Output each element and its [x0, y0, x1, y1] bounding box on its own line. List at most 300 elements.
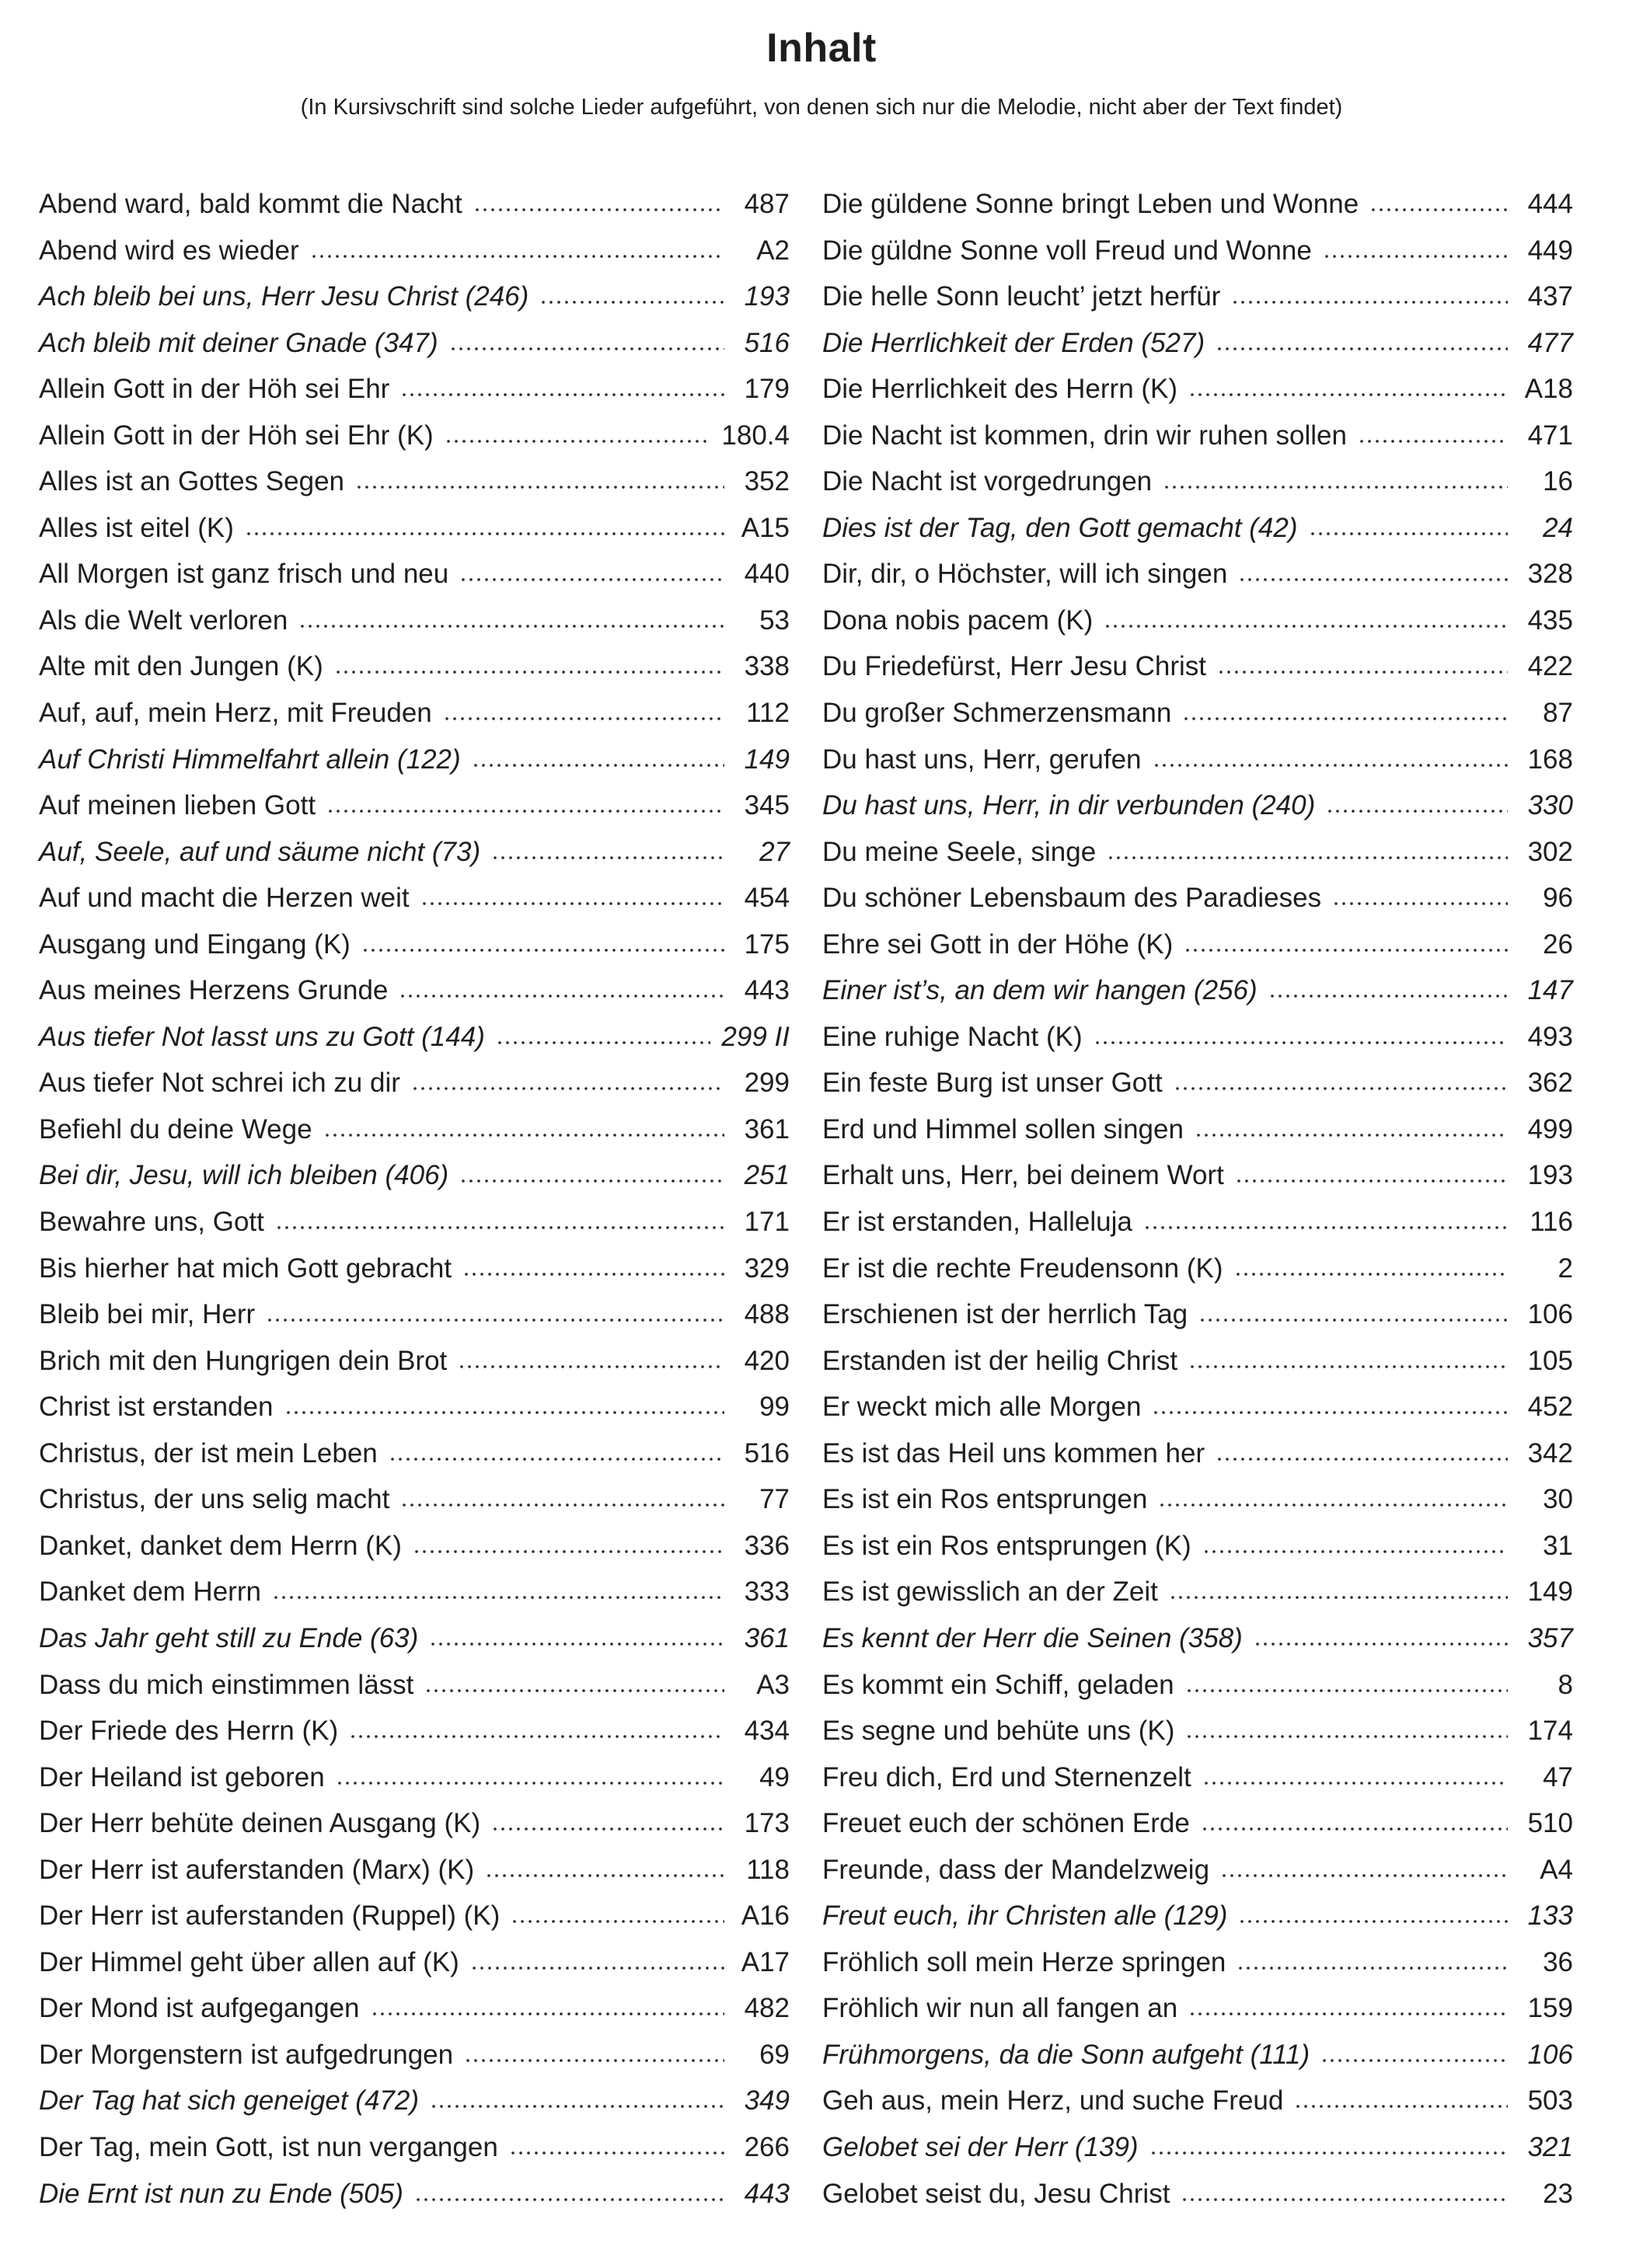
toc-dot-leader	[272, 1594, 724, 1601]
toc-dot-leader	[464, 2057, 724, 2064]
toc-entry-number: 361	[744, 1622, 790, 1653]
toc-entry-number: 352	[744, 466, 790, 497]
toc-entry-number: 266	[744, 2131, 790, 2162]
toc-entry-number: 168	[1527, 744, 1573, 775]
toc-entry-title: Eine ruhige Nacht (K)	[822, 1021, 1083, 1052]
toc-entry-title: Alles ist eitel (K)	[39, 512, 234, 543]
toc-entry-number: 87	[1543, 698, 1573, 729]
toc-entry-number: 171	[744, 1207, 790, 1238]
toc-entry	[39, 1384, 790, 1430]
toc-entry-number: 302	[1527, 836, 1573, 867]
toc-entry	[822, 921, 1573, 968]
toc-entry-number: A3	[756, 1669, 790, 1700]
toc-dot-leader	[1202, 1780, 1508, 1786]
toc-dot-leader	[349, 1733, 724, 1740]
toc-dot-leader	[1254, 1641, 1508, 1647]
toc-entry-title: Bei dir, Jesu, will ich bleiben (406)	[39, 1160, 449, 1191]
toc-dot-leader	[1153, 762, 1509, 768]
toc-entry	[39, 875, 790, 921]
toc-dot-leader	[1163, 484, 1508, 490]
toc-dot-leader	[491, 855, 724, 861]
toc-entry-title: Er weckt mich alle Morgen	[822, 1392, 1142, 1423]
toc-entry-title: Dies ist der Tag, den Gott gemacht (42)	[822, 512, 1298, 543]
toc-entry	[822, 273, 1573, 320]
toc-entry-number: 488	[744, 1299, 790, 1330]
toc-entry-number: A4	[1540, 1854, 1573, 1885]
toc-entry-number: A15	[741, 512, 790, 543]
toc-entry-title: Fröhlich soll mein Herze springen	[822, 1946, 1226, 1977]
toc-entry-title: Es ist ein Ros entsprungen	[822, 1484, 1148, 1515]
toc-entry-number: 174	[1527, 1716, 1573, 1747]
toc-entry	[822, 458, 1573, 505]
toc-entry	[822, 1106, 1573, 1153]
toc-dot-leader	[1143, 1225, 1508, 1231]
toc-entry-title: Der Mond ist aufgegangen	[39, 1993, 360, 2024]
toc-entry	[822, 2032, 1573, 2078]
toc-entry	[822, 875, 1573, 921]
toc-entry	[822, 1430, 1573, 1477]
toc-entry-number: 440	[744, 559, 790, 590]
toc-entry-title: Die Nacht ist vorgedrungen	[822, 466, 1153, 497]
toc-entry	[39, 737, 790, 783]
toc-dot-leader	[1268, 993, 1508, 999]
toc-entry	[822, 505, 1573, 552]
toc-entry-number: 149	[744, 744, 790, 775]
toc-entry-number: 336	[744, 1530, 790, 1561]
toc-dot-leader	[1201, 1826, 1508, 1832]
toc-dot-leader	[1231, 299, 1508, 305]
toc-entry	[39, 1014, 790, 1061]
toc-dot-leader	[1309, 531, 1508, 537]
toc-entry	[822, 228, 1573, 274]
toc-dot-leader	[413, 1549, 724, 1555]
toc-entry-number: 31	[1543, 1530, 1573, 1561]
toc-entry-title: Ehre sei Gott in der Höhe (K)	[822, 928, 1174, 960]
toc-entry	[39, 1754, 790, 1801]
toc-entry-title: Frühmorgens, da die Sonn aufgeht (111)	[822, 2039, 1310, 2070]
toc-dot-leader	[389, 1456, 724, 1462]
toc-entry	[39, 597, 790, 644]
toc-entry-title: Die güldne Sonne voll Freud und Wonne	[822, 235, 1312, 266]
toc-entry-title: All Morgen ist ganz frisch und neu	[39, 559, 449, 590]
toc-dot-leader	[462, 1271, 724, 1277]
toc-dot-leader	[1220, 1873, 1508, 1879]
toc-entry-title: Dir, dir, o Höchster, will ich singen	[822, 559, 1228, 590]
toc-entry	[39, 1893, 790, 1939]
toc-dot-leader	[1182, 716, 1508, 722]
toc-entry	[39, 1523, 790, 1569]
toc-entry-title: Er ist die rechte Freudensonn (K)	[822, 1252, 1223, 1284]
toc-dot-leader	[1188, 392, 1508, 398]
toc-entry	[822, 413, 1573, 459]
toc-entry-number: 499	[1527, 1113, 1573, 1144]
toc-entry-number: A18	[1524, 374, 1573, 405]
toc-dot-leader	[1238, 577, 1508, 583]
toc-entry-number: 349	[744, 2085, 790, 2116]
toc-dot-leader	[496, 1040, 711, 1046]
toc-entry-number: 26	[1543, 928, 1573, 960]
toc-entry	[39, 1430, 790, 1477]
toc-dot-leader	[472, 762, 724, 768]
toc-entry-number: 516	[744, 1437, 790, 1468]
toc-entry-number: 362	[1527, 1068, 1573, 1099]
toc-entry-title: Aus tiefer Not schrei ich zu dir	[39, 1068, 400, 1099]
toc-dot-leader	[539, 299, 724, 305]
toc-entry	[822, 181, 1573, 228]
toc-entry-title: Die güldene Sonne bringt Leben und Wonne	[822, 189, 1359, 219]
toc-entry-number: A17	[741, 1946, 790, 1977]
toc-entry-title: Abend wird es wieder	[39, 235, 299, 266]
toc-entry-title: Es segne und behüte uns (K)	[822, 1716, 1175, 1747]
toc-entry	[39, 1152, 790, 1199]
toc-dot-leader	[1217, 669, 1508, 675]
toc-entry-title: Du hast uns, Herr, gerufen	[822, 744, 1142, 775]
toc-entry-number: 493	[1527, 1021, 1573, 1052]
toc-entry-title: Abend ward, bald kommt die Nacht	[39, 189, 462, 219]
toc-entry-title: Die helle Sonn leucht’ jetzt herfür	[822, 281, 1221, 312]
toc-entry	[39, 1245, 790, 1292]
toc-entry	[39, 1708, 790, 1754]
toc-dot-leader	[473, 207, 724, 213]
toc-entry-title: Du Friedefürst, Herr Jesu Christ	[822, 651, 1207, 682]
toc-entry-title: Erhalt uns, Herr, bei deinem Wort	[822, 1160, 1224, 1191]
toc-entry-number: A2	[756, 235, 790, 266]
toc-entry-number: 251	[744, 1160, 790, 1191]
toc-entry	[39, 1939, 790, 1986]
toc-dot-leader	[399, 993, 724, 999]
toc-entry-title: Du schöner Lebensbaum des Paradieses	[822, 883, 1322, 914]
toc-entry-title: Freuet euch der schönen Erde	[822, 1808, 1190, 1839]
toc-entry-title: Alles ist an Gottes Segen	[39, 466, 344, 497]
toc-entry	[39, 2078, 790, 2124]
toc-dot-leader	[323, 1132, 724, 1138]
toc-dot-leader	[1188, 1364, 1508, 1370]
toc-entry-title: Freunde, dass der Mandelzweig	[822, 1854, 1210, 1885]
toc-entry-title: Freu dich, Erd und Sternenzelt	[822, 1761, 1191, 1792]
toc-entry-title: Geh aus, mein Herz, und suche Freud	[822, 2085, 1284, 2116]
toc-entry-title: Du meine Seele, singe	[822, 836, 1097, 867]
toc-entry-number: 329	[744, 1252, 790, 1284]
toc-dot-leader	[326, 808, 724, 814]
toc-entry	[39, 181, 790, 228]
toc-right-column	[822, 181, 1573, 2217]
toc-entry	[39, 2171, 790, 2217]
toc-dot-leader	[1216, 346, 1508, 352]
toc-entry-title: Es ist gewisslich an der Zeit	[822, 1576, 1158, 1608]
toc-entry-number: 175	[744, 928, 790, 960]
toc-entry-number: 27	[759, 836, 790, 867]
toc-entry-title: Du großer Schmerzensmann	[822, 698, 1172, 729]
toc-entry	[822, 1754, 1573, 1801]
toc-entry-number: 180.4	[721, 420, 790, 451]
toc-entry-number: 23	[1543, 2178, 1573, 2209]
toc-entry-number: 443	[744, 975, 790, 1006]
toc-entry	[39, 228, 790, 274]
toc-entry	[39, 690, 790, 737]
toc-dot-leader	[459, 1178, 724, 1184]
toc-entry-title: Der Morgenstern ist aufgedrungen	[39, 2039, 454, 2070]
toc-entry-title: Alte mit den Jungen (K)	[39, 651, 323, 682]
toc-entry	[822, 690, 1573, 737]
toc-entry-title: Es ist das Heil uns kommen her	[822, 1437, 1205, 1468]
toc-entry-title: Gelobet sei der Herr (139)	[822, 2131, 1139, 2162]
toc-entry-title: Dona nobis pacem (K)	[822, 604, 1094, 636]
toc-entry-number: 133	[1527, 1900, 1573, 1932]
toc-entry-number: 487	[744, 189, 790, 219]
toc-entry	[39, 1060, 790, 1106]
toc-entry-title: Ach bleib mit deiner Gnade (347)	[39, 327, 438, 358]
toc-entry-number: 333	[744, 1576, 790, 1608]
toc-entry-title: Danket dem Herrn	[39, 1576, 261, 1608]
toc-entry	[822, 1338, 1573, 1385]
toc-entry-number: 449	[1527, 235, 1573, 266]
toc-entry-title: Bleib bei mir, Herr	[39, 1299, 256, 1330]
toc-entry	[822, 1476, 1573, 1523]
toc-entry-title: Der Herr ist auferstanden (Ruppel) (K)	[39, 1900, 501, 1932]
toc-entry-number: 49	[759, 1761, 790, 1792]
toc-dot-leader	[1320, 2057, 1508, 2064]
toc-entry	[39, 1476, 790, 1523]
toc-entry	[822, 1199, 1573, 1245]
toc-entry-number: 47	[1543, 1761, 1573, 1792]
toc-entry-number: 112	[746, 698, 790, 729]
toc-dot-leader	[1185, 1688, 1508, 1694]
toc-dot-leader	[1184, 947, 1508, 953]
toc-dot-leader	[445, 438, 711, 444]
toc-entry	[39, 2032, 790, 2078]
toc-dot-leader	[284, 1409, 724, 1416]
toc-entry	[39, 1800, 790, 1847]
toc-entry-number: 96	[1543, 883, 1573, 914]
toc-entry-title: Christus, der ist mein Leben	[39, 1437, 378, 1468]
toc-dot-leader	[420, 901, 724, 907]
toc-dot-leader	[443, 716, 724, 722]
toc-dot-leader	[1094, 1040, 1508, 1046]
toc-entry-number: 99	[759, 1392, 790, 1423]
toc-entry	[822, 967, 1573, 1014]
toc-entry-number: 471	[1527, 420, 1573, 451]
toc-entry-title: Dass du mich einstimmen lässt	[39, 1669, 414, 1700]
toc-dot-leader	[334, 669, 724, 675]
toc-entry-title: Der Herr behüte deinen Ausgang (K)	[39, 1808, 481, 1839]
toc-entry	[39, 967, 790, 1014]
toc-entry	[39, 1291, 790, 1338]
toc-entry-title: Die Herrlichkeit der Erden (527)	[822, 327, 1205, 358]
page-title: Inhalt	[766, 26, 877, 71]
toc-entry	[822, 643, 1573, 690]
toc-dot-leader	[371, 2011, 725, 2017]
toc-entry-number: 452	[1527, 1392, 1573, 1423]
toc-dot-leader	[449, 346, 724, 352]
toc-entry	[822, 1384, 1573, 1430]
toc-dot-leader	[491, 1826, 724, 1832]
toc-entry-title: Die Nacht ist kommen, drin wir ruhen sollen	[822, 420, 1347, 451]
toc-dot-leader	[1185, 1733, 1508, 1740]
toc-entry-title: Danket, danket dem Herrn (K)	[39, 1530, 402, 1561]
toc-entry-title: Erd und Himmel sollen singen	[822, 1113, 1184, 1144]
toc-entry	[822, 1523, 1573, 1569]
toc-entry-title: Es kennt der Herr die Seinen (358)	[822, 1622, 1243, 1653]
toc-entry	[39, 413, 790, 459]
toc-entry-title: Auf Christi Himmelfahrt allein (122)	[39, 744, 461, 775]
toc-entry-title: Ach bleib bei uns, Herr Jesu Christ (246)	[39, 281, 529, 312]
toc-entry	[39, 505, 790, 552]
toc-dot-leader	[1188, 2011, 1508, 2017]
toc-entry-title: Gelobet seist du, Jesu Christ	[822, 2178, 1170, 2209]
toc-entry-title: Der Tag, mein Gott, ist nun vergangen	[39, 2131, 498, 2162]
toc-entry	[822, 829, 1573, 876]
toc-entry-number: 193	[744, 281, 790, 312]
toc-entry	[822, 737, 1573, 783]
toc-entry-number: A16	[741, 1900, 790, 1932]
toc-entry-number: 299 II	[721, 1021, 790, 1052]
toc-entry	[822, 1939, 1573, 1986]
toc-entry-title: Der Himmel geht über allen auf (K)	[39, 1946, 459, 1977]
toc-dot-leader	[429, 1641, 724, 1647]
toc-entry	[822, 1291, 1573, 1338]
toc-dot-leader	[1158, 1502, 1508, 1508]
toc-dot-leader	[336, 1780, 724, 1786]
toc-entry-number: 435	[1527, 604, 1573, 636]
toc-entry-number: 516	[744, 327, 790, 358]
toc-entry-number: 116	[1530, 1207, 1573, 1238]
toc-entry-title: Das Jahr geht still zu Ende (63)	[39, 1622, 419, 1653]
toc-dot-leader	[400, 392, 724, 398]
toc-entry	[39, 2124, 790, 2171]
toc-dot-leader	[1169, 1594, 1508, 1601]
toc-entry-number: 159	[1527, 1993, 1573, 2024]
toc-entry-number: 2	[1558, 1252, 1573, 1284]
toc-entry	[39, 1106, 790, 1153]
toc-entry-title: Bis hierher hat mich Gott gebracht	[39, 1252, 452, 1284]
toc-entry-title: Der Friede des Herrn (K)	[39, 1716, 339, 1747]
toc-entry-title: Ein feste Burg ist unser Gott	[822, 1068, 1163, 1099]
toc-entry-number: 36	[1543, 1946, 1573, 1977]
toc-entry	[822, 1662, 1573, 1709]
toc-entry-number: 179	[744, 374, 790, 405]
toc-entry-number: 342	[1527, 1437, 1573, 1468]
toc-dot-leader	[511, 1918, 724, 1925]
toc-entry-number: 443	[744, 2178, 790, 2209]
toc-entry	[822, 1985, 1573, 2032]
toc-entry-number: 193	[1527, 1160, 1573, 1191]
toc-entry-title: Allein Gott in der Höh sei Ehr	[39, 374, 390, 405]
toc-entry	[822, 1569, 1573, 1615]
toc-entry-title: Auf, Seele, auf und säume nicht (73)	[39, 836, 481, 867]
toc-dot-leader	[1358, 438, 1508, 444]
toc-entry-title: Einer ist’s, an dem wir hangen (256)	[822, 975, 1258, 1006]
toc-dot-leader	[1326, 808, 1508, 814]
toc-entry	[822, 2124, 1573, 2171]
toc-entry-number: 149	[1527, 1576, 1573, 1608]
toc-entry-title: Der Tag hat sich geneiget (472)	[39, 2085, 420, 2116]
toc-entry	[822, 1615, 1573, 1662]
toc-entry-title: Es kommt ein Schiff, geladen	[822, 1669, 1174, 1700]
toc-entry-title: Als die Welt verloren	[39, 604, 288, 636]
toc-entry-number: 321	[1527, 2131, 1573, 2162]
toc-entry	[39, 273, 790, 320]
toc-entry-number: 503	[1527, 2085, 1573, 2116]
toc-entry-number: 173	[744, 1808, 790, 1839]
toc-entry	[822, 1152, 1573, 1199]
toc-dot-leader	[1294, 2103, 1508, 2109]
toc-entry	[39, 551, 790, 597]
toc-entry	[39, 921, 790, 968]
toc-entry-number: 53	[759, 604, 790, 636]
toc-entry-number: 147	[1527, 975, 1573, 1006]
toc-entry-number: 106	[1527, 2039, 1573, 2070]
toc-entry-title: Die Herrlichkeit des Herrn (K)	[822, 374, 1178, 405]
toc-entry	[39, 366, 790, 413]
toc-dot-leader	[355, 484, 724, 490]
toc-entry-number: 105	[1527, 1345, 1573, 1376]
toc-entry-number: 434	[744, 1716, 790, 1747]
toc-entry-number: 422	[1527, 651, 1573, 682]
toc-entry-number: 30	[1543, 1484, 1573, 1515]
toc-entry	[39, 458, 790, 505]
toc-entry	[822, 1847, 1573, 1893]
toc-dot-leader	[1323, 253, 1508, 260]
toc-entry-number: 510	[1527, 1808, 1573, 1839]
toc-dot-leader	[411, 1085, 724, 1092]
toc-entry-title: Auf meinen lieben Gott	[39, 790, 316, 821]
toc-dot-leader	[485, 1873, 724, 1879]
toc-entry-title: Aus meines Herzens Grunde	[39, 975, 389, 1006]
toc-entry-number: 482	[744, 1993, 790, 2024]
toc-entry-number: 299	[744, 1068, 790, 1099]
toc-dot-leader	[1104, 623, 1508, 629]
toc-entry-title: Der Herr ist auferstanden (Marx) (K)	[39, 1854, 475, 1885]
toc-entry-number: 8	[1558, 1669, 1573, 1700]
toc-entry	[822, 1708, 1573, 1754]
toc-entry-number: 118	[746, 1854, 790, 1885]
toc-dot-leader	[414, 2197, 724, 2203]
toc-dot-leader	[1237, 1965, 1508, 1971]
toc-entry	[822, 2078, 1573, 2124]
toc-entry-title: Erstanden ist der heilig Christ	[822, 1345, 1178, 1376]
toc-dot-leader	[298, 623, 724, 629]
toc-entry	[822, 320, 1573, 367]
toc-entry-number: 437	[1527, 281, 1573, 312]
toc-entry	[822, 2171, 1573, 2217]
toc-entry-title: Er ist erstanden, Halleluja	[822, 1207, 1132, 1238]
toc-entry	[39, 643, 790, 690]
toc-entry	[822, 551, 1573, 597]
toc-dot-leader	[1149, 2150, 1508, 2156]
toc-entry	[822, 782, 1573, 829]
toc-dot-leader	[458, 1364, 724, 1370]
toc-dot-leader	[1174, 1085, 1508, 1092]
toc-entry-number: 338	[744, 651, 790, 682]
toc-dot-leader	[1234, 1271, 1508, 1277]
toc-entry	[39, 1338, 790, 1385]
toc-entry	[39, 1985, 790, 2032]
toc-entry	[822, 1893, 1573, 1939]
toc-entry-title: Befiehl du deine Wege	[39, 1113, 312, 1144]
toc-entry	[39, 1199, 790, 1245]
toc-entry	[39, 782, 790, 829]
toc-entry-title: Auf und macht die Herzen weit	[39, 883, 410, 914]
toc-dot-leader	[1107, 855, 1508, 861]
toc-entry	[39, 1615, 790, 1662]
toc-entry-title: Fröhlich wir nun all fangen an	[822, 1993, 1178, 2024]
toc-entry	[822, 1060, 1573, 1106]
toc-dot-leader	[266, 1317, 724, 1323]
toc-entry-title: Ausgang und Eingang (K)	[39, 928, 351, 960]
toc-entry-number: 24	[1543, 512, 1573, 543]
toc-entry	[39, 1662, 790, 1709]
toc-dot-leader	[400, 1502, 724, 1508]
